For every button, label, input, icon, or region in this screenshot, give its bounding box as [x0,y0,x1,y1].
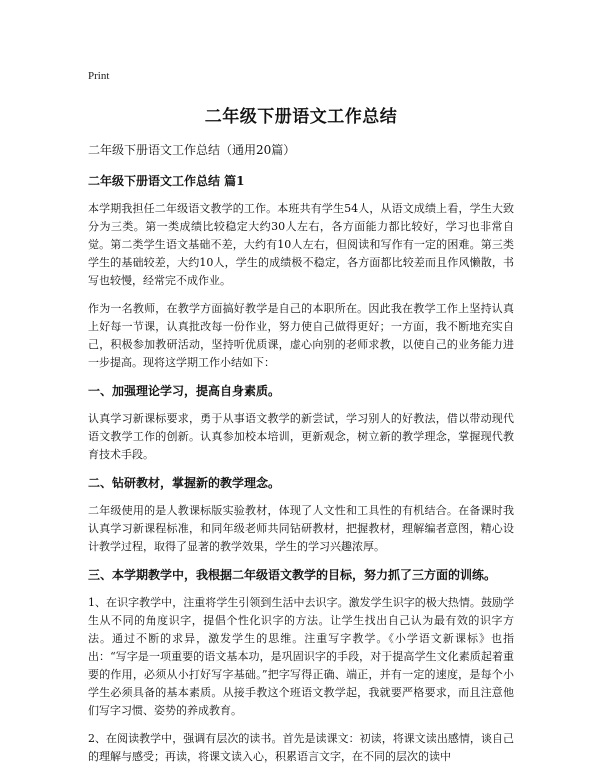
paragraph-literacy-teaching: 1、在识字教学中，注重将学生引领到生活中去识字。激发学生识字的极大热情。鼓励学生从不同的角度识字，提倡个性化识字的方法。让学生找出自己认为最有效的识字方法。通过不断的求异，激发学生的思维。注重写字教学。《小学语文新课标》也指出：“写字是一项重要的语文基本功，是巩固识字的手段，对于提高学生文化素质起着重要的作用，必须从小打好写字基础。”把字写得正确、端正，并有一定的速度，是每个小学生必须具备的基本素质。从接手教这个班语文教学起，我就要严格要求，而且注意他们写字习惯、姿势的养成教育。 [88,596,514,717]
heading-theory-study: 一、加强理论学习，提高自身素质。 [88,384,281,398]
paragraph-class-overview: 本学期我担任二年级语文教学的工作。本班共有学生54人，从语文成绩上看，学生大致分为三类。第一类成绩比较稳定大约30人左右，各方面能力都比较好，学习也非常自觉。第二类学生语文基础不差，大约有10人左右，但阅读和写作有一定的困难。第三类学生的基础较差，大约10人，学生的成绩极不稳定，各方面都比较差而且作风懒散，书写也较慢，经常完不成作业。 [88,202,514,287]
paragraph-reading-teaching: 2、在阅读教学中，强调有层次的读书。首先是读课文：初读，将课文读出感情，谈自己的理解与感受；再读，将课文读入心，积累语言文字，在不同的层次的读中 [88,732,514,763]
print-link[interactable]: Print [88,70,110,82]
section-title: 二年级下册语文工作总结 篇1 [88,174,245,188]
document-content [88,102,514,766]
paragraph-theory-study: 认真学习新课标要求，勇于从事语文教学的新尝试，学习别人的好教法，借以带动现代语文教学工作的创新。认真参加校本培训，更新观念，树立新的教学理念，掌握现代教育技术手段。 [88,412,514,461]
paragraph-textbook-study: 二年级使用的是人教课标版实验教材，体现了人文性和工具性的有机结合。在备课时我认真学习新课程标准，和同年级老师共同钻研教材，把握教材，理解编者意图，精心设计教学过程，取得了显著的教学效果，学生的学习兴趣浓厚。 [88,504,514,553]
paragraph-teaching-role: 作为一名教师，在教学方面搞好教学是自己的本职所在。因此我在教学工作上坚持认真上好每一节课，认真批改每一份作业，努力使自己做得更好；一方面，我不断地充实自己，积极参加教研活动，坚持听优质课，虚心向别的老师求教，以使自己的业务能力进一步提高。现将这学期工作小结如下： [88,302,514,369]
document-title: 二年级下册语文工作总结 [204,107,398,127]
heading-textbook-study: 二、钻研教材，掌握新的教学理念。 [88,476,281,490]
heading-three-trainings: 三、本学期教学中，我根据二年级语文教学的目标，努力抓了三方面的训练。 [88,568,497,582]
document-subtitle: 二年级下册语文工作总结（通用20篇） [88,143,296,157]
